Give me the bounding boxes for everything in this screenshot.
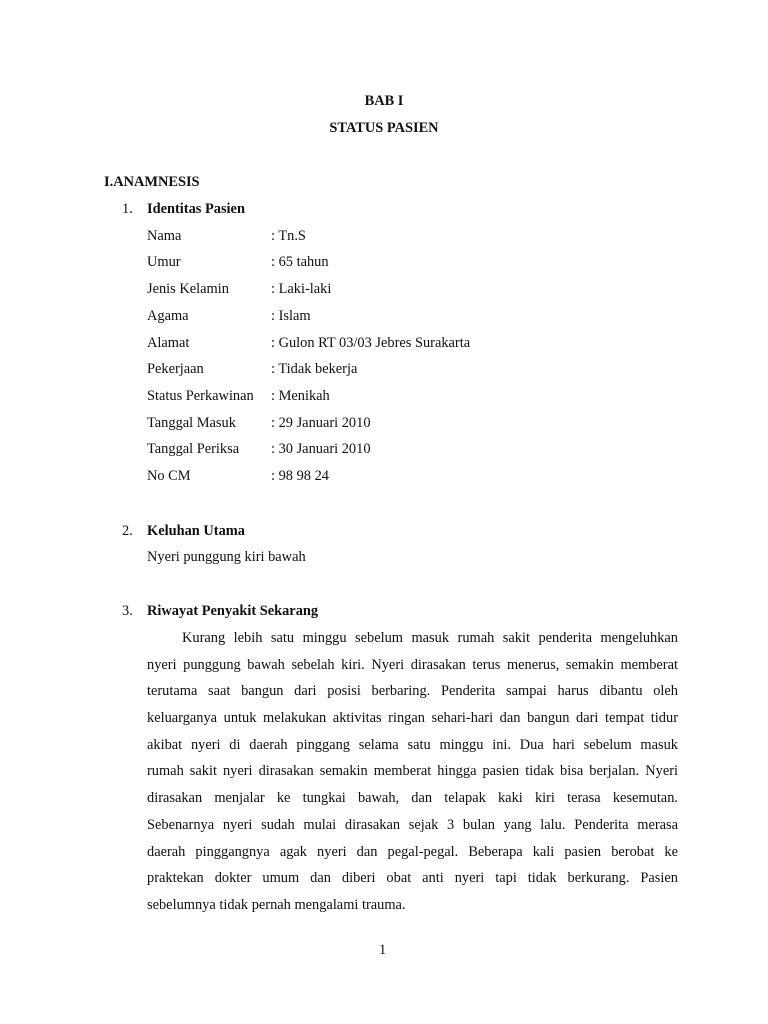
field-label: Umur [147, 254, 181, 270]
field-value: : Gulon RT 03/03 Jebres Surakarta [271, 335, 471, 351]
chapter-title: STATUS PASIEN [329, 120, 439, 136]
field-label: Agama [147, 308, 189, 324]
paragraph-line: terutama saat bangun dari posisi berbaring. Penderita sampai harus dibantu oleh [147, 683, 678, 699]
field-value: : 29 Januari 2010 [271, 415, 371, 431]
field-label: No CM [147, 468, 191, 484]
field-label: Status Perkawinan [147, 388, 254, 404]
paragraph-line: akibat nyeri di daerah pinggang selama satu minggu ini. Dua hari sebelum masuk [147, 737, 678, 753]
field-label: Tanggal Masuk [147, 415, 236, 431]
field-value: : 98 98 24 [271, 468, 329, 484]
item-number-1: 1. [122, 201, 133, 217]
item-number-2: 2. [122, 523, 133, 539]
field-value: : 30 Januari 2010 [271, 441, 371, 457]
field-label: Alamat [147, 335, 190, 351]
paragraph-line: Kurang lebih satu minggu sebelum masuk rumah sakit penderita mengeluhkan [182, 630, 678, 646]
field-value: : Tn.S [271, 228, 306, 244]
field-value: : Laki-laki [271, 281, 332, 297]
identitas-title: Identitas Pasien [147, 201, 245, 217]
section-title: I.ANAMNESIS [104, 174, 200, 190]
field-value: : 65 tahun [271, 254, 329, 270]
field-label: Pekerjaan [147, 361, 204, 377]
item-number-3: 3. [122, 603, 133, 619]
field-label: Jenis Kelamin [147, 281, 229, 297]
page-number: 1 [379, 942, 387, 958]
keluhan-title: Keluhan Utama [147, 523, 245, 539]
field-value: : Menikah [271, 388, 330, 404]
field-value: : Tidak bekerja [271, 361, 358, 377]
paragraph-line: nyeri punggung bawah sebelah kiri. Nyeri dirasakan terus menerus, semakin memberat [147, 657, 678, 673]
paragraph-line: dirasakan menjalar ke tungkai bawah, dan telapak kaki kiri terasa kesemutan. [147, 790, 678, 806]
paragraph-line: daerah pinggangnya agak nyeri dan pegal-pegal. Beberapa kali pasien berobat ke [147, 844, 678, 860]
paragraph-line: rumah sakit nyeri dirasakan semakin memberat hingga pasien tidak bisa berjalan. Nyeri [147, 763, 678, 779]
field-value: : Islam [271, 308, 311, 324]
paragraph-line: praktekan dokter umum dan diberi obat anti nyeri tapi tidak berkurang. Pasien [147, 870, 678, 886]
paragraph-line: Sebenarnya nyeri sudah mulai dirasakan sejak 3 bulan yang lalu. Penderita merasa [147, 817, 678, 833]
paragraph-line: keluarganya untuk melakukan aktivitas ringan sehari-hari dan bangun dari tempat tidur [147, 710, 678, 726]
paragraph-line: sebelumnya tidak pernah mengalami trauma. [147, 897, 406, 913]
keluhan-text: Nyeri punggung kiri bawah [147, 549, 306, 565]
field-label: Nama [147, 228, 182, 244]
chapter-heading: BAB I [364, 93, 404, 109]
riwayat-title: Riwayat Penyakit Sekarang [147, 603, 319, 619]
field-label: Tanggal Periksa [147, 441, 240, 457]
